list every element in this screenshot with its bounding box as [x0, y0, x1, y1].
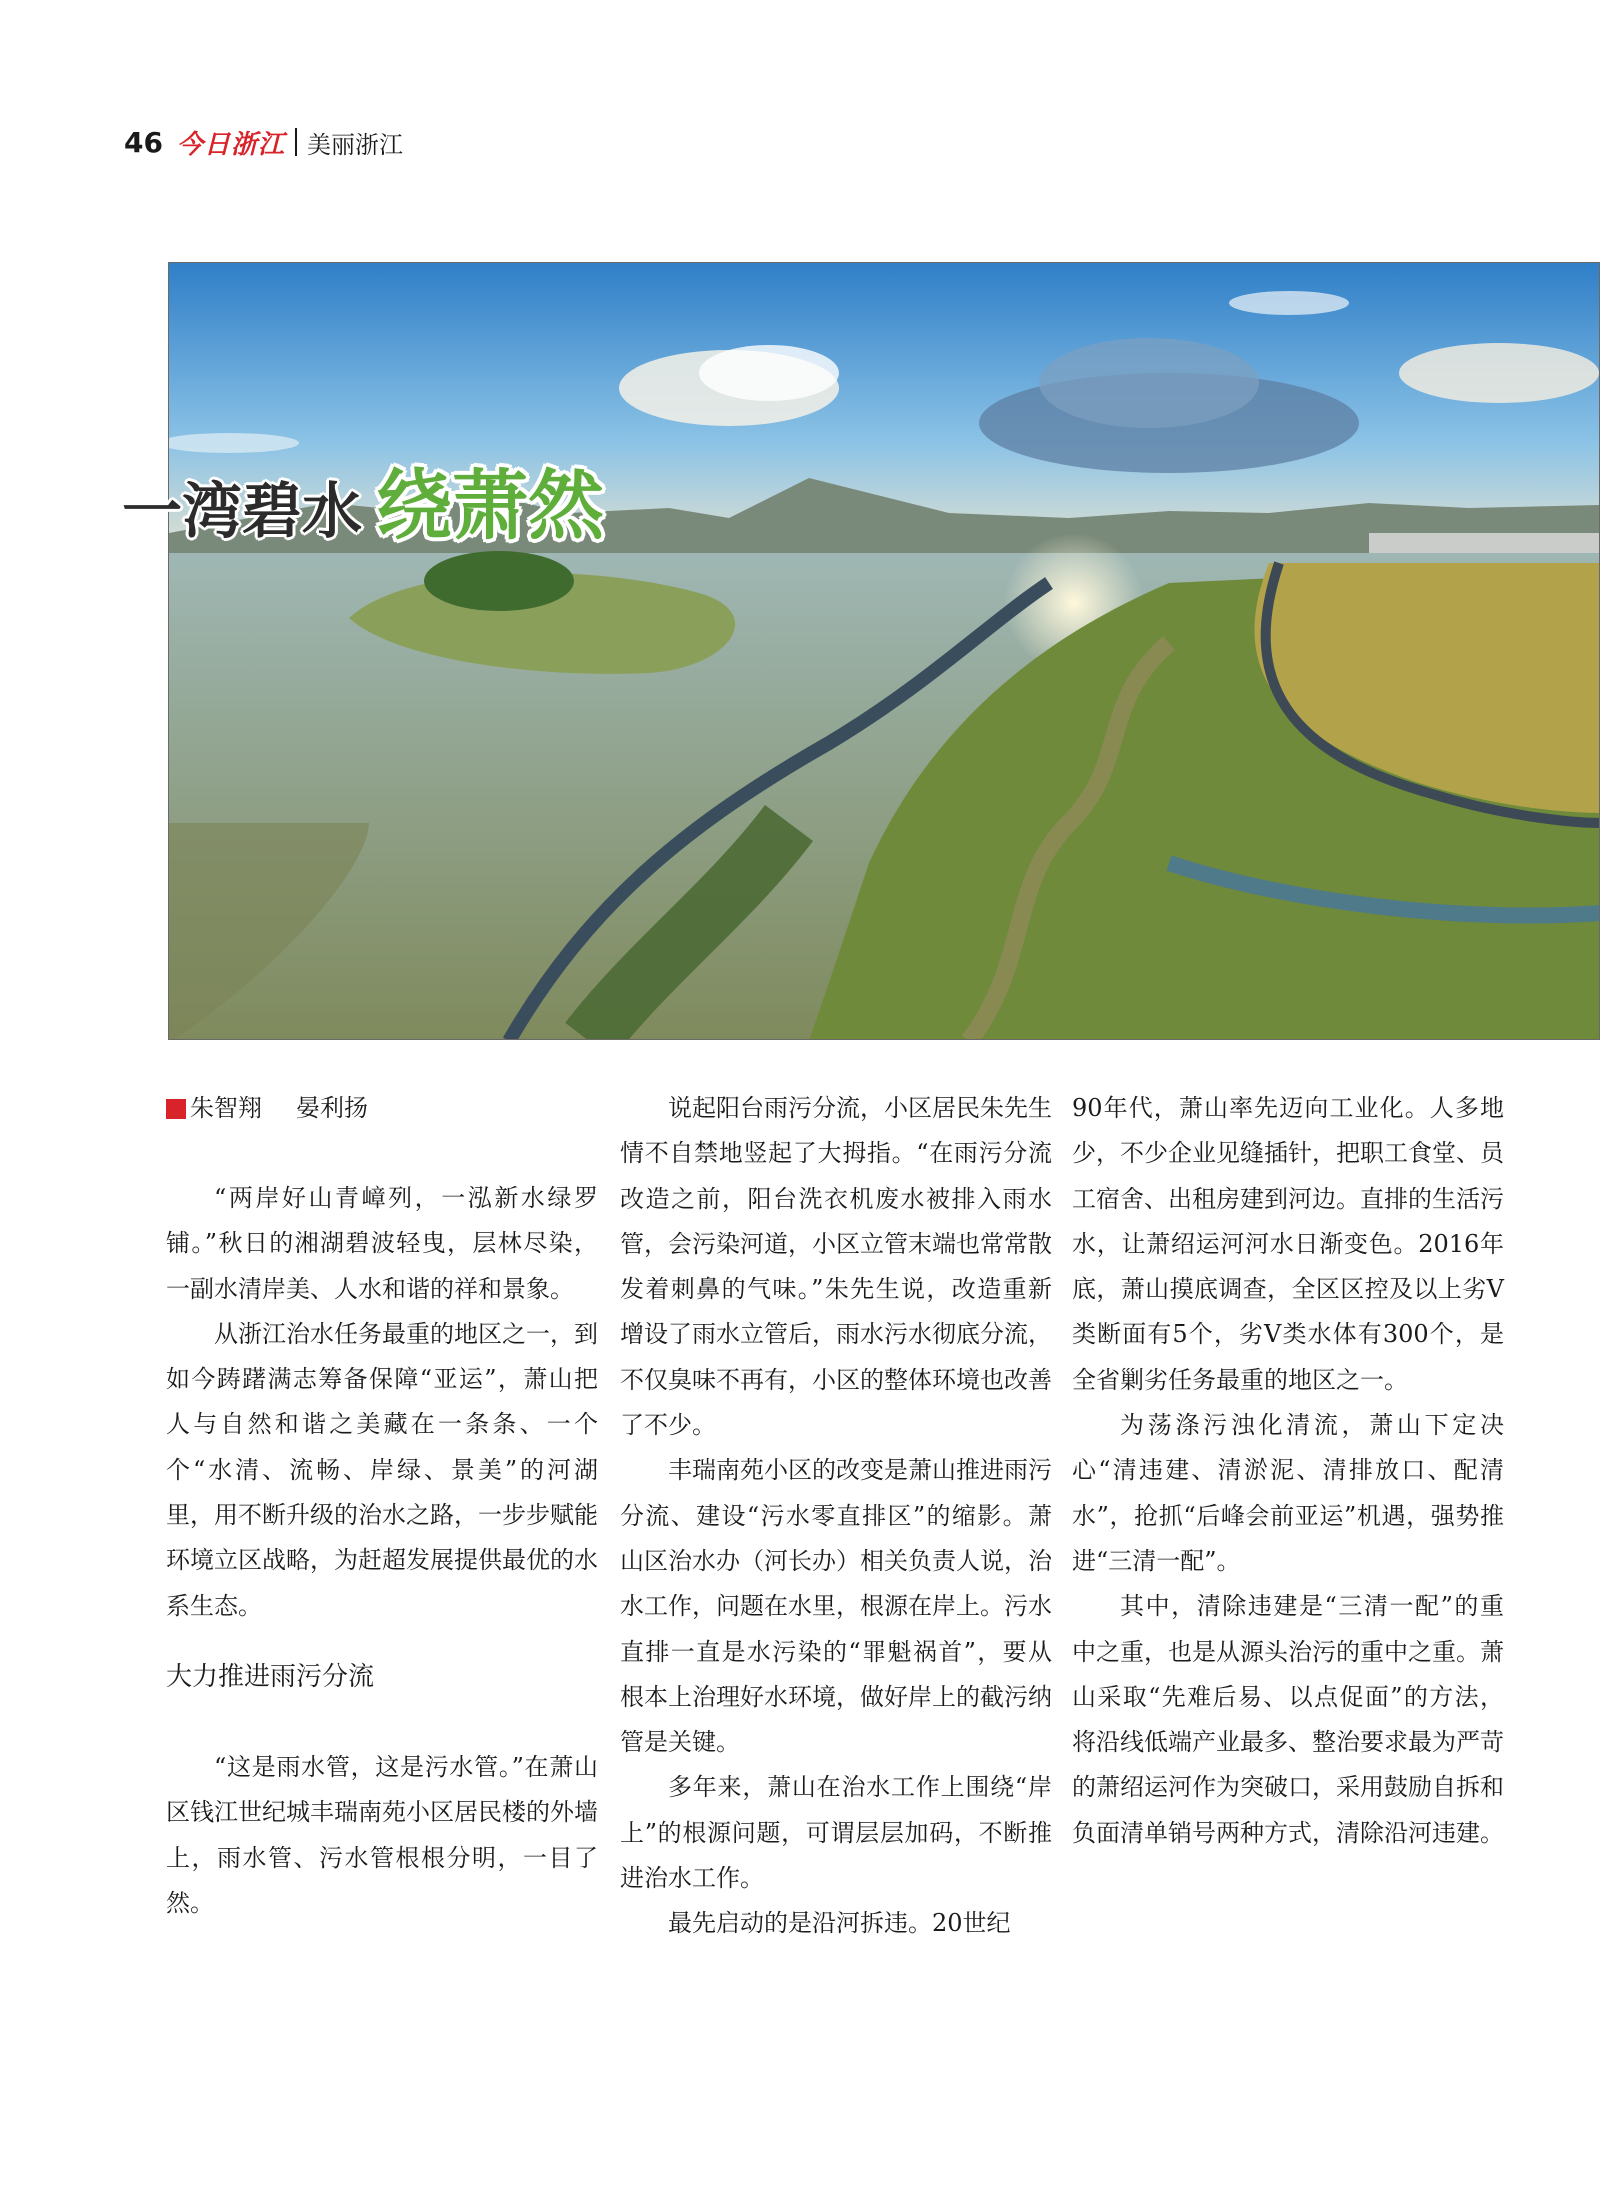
paragraph: 从浙江治水任务最重的地区之一，到如今踌躇满志筹备保障“亚运”，萧山把人与自然和谐之美藏在一条条、一个个“水清、流畅、岸绿、景美”的河湖里，用不断升级的治水之路，一步步赋能环境立区战略，为赶超发展提供最优的水系生态。	[166, 1319, 598, 1620]
aerial-river-photo	[168, 262, 1600, 1040]
title-part2: 绕萧然	[376, 461, 604, 550]
title-part1: 一湾碧水	[122, 477, 362, 547]
author-2: 晏利扬	[296, 1094, 368, 1122]
paragraph: 最先启动的是沿河拆违。20世纪	[668, 1909, 1011, 1938]
paragraph: 说起阳台雨污分流，小区居民朱先生情不自禁地竖起了大拇指。“在雨污分流改造之前，阳台洗衣机废水被排入雨水管，会污染河道，小区立管末端也常常散发着刺鼻的气味。”朱先生说，改造重新增设了雨水立管后，雨水污水彻底分流，不仅臭味不再有，小区的整体环境也改善了不少。	[620, 1094, 1052, 1440]
text-column-1	[166, 1086, 598, 1926]
header-divider	[295, 128, 297, 156]
paragraph: 多年来，萧山在治水工作上围绕“岸上”的根源问题，可谓层层加码，不断推进治水工作。	[620, 1773, 1052, 1893]
feature-title	[122, 445, 604, 554]
byline	[166, 1086, 598, 1131]
paragraph: 为荡涤污浊化清流，萧山下定决心“清违建、清淤泥、清排放口、配清水”，抢抓“后峰会前亚运”机遇，强势推进“三清一配”。	[1072, 1411, 1504, 1575]
magazine-logo: 今日浙江	[176, 129, 285, 160]
text-column-2	[620, 1086, 1052, 1947]
author-1: 朱智翔	[190, 1094, 262, 1122]
subheading: 大力推进雨污分流	[166, 1661, 375, 1692]
paragraph: 其中，清除违建是“三清一配”的重中之重，也是从源头治污的重中之重。萧山采取“先难后易、以点促面”的方法，将沿线低端产业最多、整治要求最为严苛的萧绍运河作为突破口，采用鼓励自拆和负面清单销号两种方式，清除沿河违建。	[1072, 1592, 1504, 1847]
paragraph: “这是雨水管，这是污水管。”在萧山区钱江世纪城丰瑞南苑小区居民楼的外墙上，雨水管、污水管根根分明，一目了然。	[166, 1752, 598, 1917]
paragraph: 90年代，萧山率先迈向工业化。人多地少，不少企业见缝插针，把职工食堂、员工宿舍、出租房建到河边。直排的生活污水，让萧绍运河河水日渐变色。2016年底，萧山摸底调查，全区区控及以上劣Ⅴ类断面有5个，劣Ⅴ类水体有300个，是全省剿劣任务最重的地区之一。	[1072, 1094, 1504, 1394]
paragraph: 丰瑞南苑小区的改变是萧山推进雨污分流、建设“污水零直排区”的缩影。萧山区治水办（河长办）相关负责人说，治水工作，问题在水里，根源在岸上。污水直排一直是水污染的“罪魁祸首”，要从根本上治理好水环境，做好岸上的截污纳管是关键。	[620, 1456, 1052, 1757]
paragraph: “两岸好山青嶂列，一泓新水绿罗铺。”秋日的湘湖碧波轻曳，层林尽染，一副水清岸美、人水和谐的祥和景象。	[166, 1184, 598, 1303]
text-column-3	[1072, 1086, 1504, 1856]
section-name: 美丽浙江	[306, 130, 403, 159]
page-header	[124, 122, 403, 162]
page-number: 46	[124, 125, 163, 159]
byline-marker	[166, 1099, 186, 1119]
